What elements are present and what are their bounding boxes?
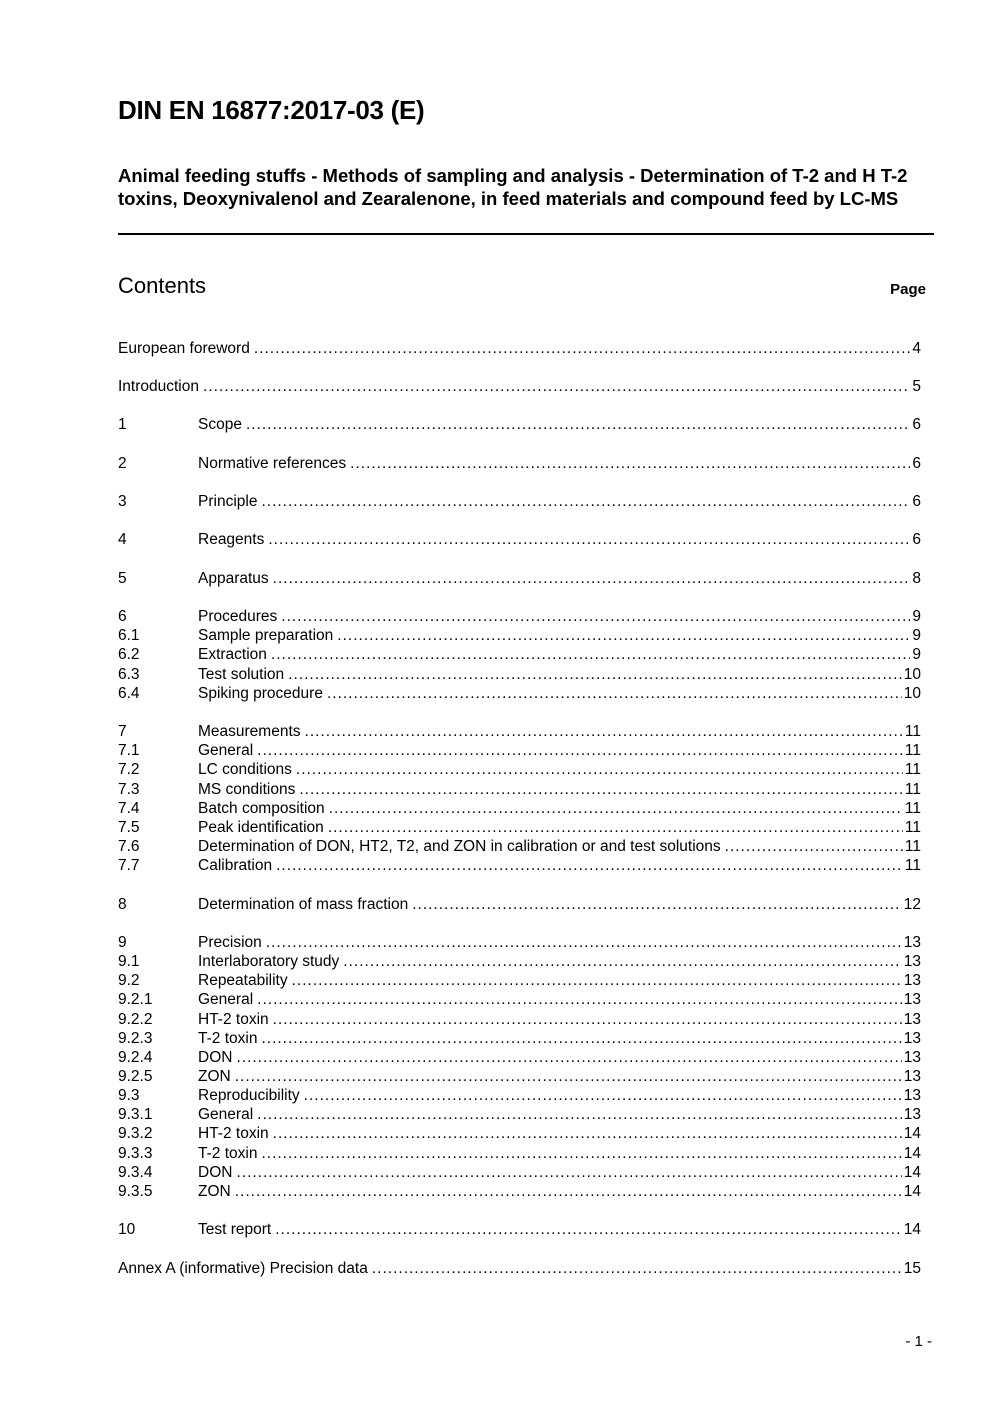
toc-entry-number: 9 <box>118 934 127 951</box>
toc-entry-number: 10 <box>118 1221 136 1238</box>
toc-entry[interactable] <box>118 492 921 511</box>
toc-dot-leader <box>350 454 910 473</box>
toc-entry[interactable] <box>118 1105 921 1124</box>
toc-dot-leader <box>343 952 901 971</box>
toc-dot-leader <box>235 1182 902 1201</box>
toc-entry[interactable] <box>118 626 921 645</box>
toc-entry-label: Test solution <box>198 666 285 683</box>
toc-entry-label: Determination of mass fraction <box>198 896 409 913</box>
toc-entry[interactable] <box>118 1144 921 1163</box>
toc-dot-leader <box>257 990 902 1009</box>
toc-dot-leader <box>203 377 910 396</box>
toc-entry-label: Reproducibility <box>198 1087 300 1104</box>
toc-entry-label: Normative references <box>198 455 347 472</box>
toc-entry-page: 5 <box>912 378 921 395</box>
toc-dot-leader <box>296 760 903 779</box>
toc-entry-label: Test report <box>198 1221 272 1238</box>
toc-entry[interactable] <box>118 760 921 779</box>
toc-entry[interactable] <box>118 607 921 626</box>
toc-entry-label: General <box>198 742 254 759</box>
toc-entry-page: 13 <box>903 1049 921 1066</box>
toc-entry[interactable] <box>118 1010 921 1029</box>
toc-entry-page: 6 <box>912 416 921 433</box>
toc-dot-leader <box>299 780 903 799</box>
toc-entry-label: Calibration <box>198 857 273 874</box>
toc-entry-label: ZON <box>198 1183 231 1200</box>
toc-entry[interactable] <box>118 1029 921 1048</box>
toc-dot-leader <box>266 933 902 952</box>
toc-entry[interactable] <box>118 722 921 741</box>
toc-dot-leader <box>329 799 903 818</box>
toc-dot-leader <box>328 818 903 837</box>
toc-dot-leader <box>412 895 902 914</box>
toc-entry-label: T-2 toxin <box>198 1145 258 1162</box>
toc-entry-number: 9.2.3 <box>118 1030 153 1047</box>
toc-entry-page: 13 <box>903 1068 921 1085</box>
toc-entry-page: 13 <box>903 1087 921 1104</box>
toc-entry-number: 6.2 <box>118 646 140 663</box>
toc-entry[interactable] <box>118 1048 921 1067</box>
toc-entry-label: Precision <box>198 934 262 951</box>
toc-entry-number: 8 <box>118 896 127 913</box>
toc-dot-leader <box>304 1086 902 1105</box>
page-number: - 1 - <box>905 1333 932 1350</box>
toc-dot-leader <box>292 971 902 990</box>
toc-entry-page: 14 <box>903 1145 921 1162</box>
toc-entry-label: General <box>198 991 254 1008</box>
toc-entry-page: 10 <box>903 666 921 683</box>
toc-entry-page: 13 <box>903 1106 921 1123</box>
toc-entry[interactable] <box>118 645 921 664</box>
toc-dot-leader <box>305 722 903 741</box>
toc-entry[interactable] <box>118 990 921 1009</box>
toc-entry-label: Sample preparation <box>198 627 334 644</box>
toc-dot-leader <box>271 645 910 664</box>
toc-entry[interactable] <box>118 780 921 799</box>
toc-entry[interactable] <box>118 933 921 952</box>
toc-entry-label: European foreword <box>118 340 250 357</box>
toc-dot-leader <box>273 1010 902 1029</box>
toc-entry-page: 13 <box>903 1011 921 1028</box>
toc-entry-page: 15 <box>903 1260 921 1277</box>
toc-entry-page: 6 <box>912 493 921 510</box>
toc-entry-label: HT-2 toxin <box>198 1125 269 1142</box>
toc-entry-number: 9.3.3 <box>118 1145 153 1162</box>
toc-dot-leader <box>261 492 910 511</box>
toc-entry-label: ZON <box>198 1068 231 1085</box>
toc-entry-label: Batch composition <box>198 800 325 817</box>
toc-entry-page: 4 <box>912 340 921 357</box>
toc-entry-number: 7.1 <box>118 742 140 759</box>
toc-entry-number: 9.3.4 <box>118 1164 153 1181</box>
toc-dot-leader <box>261 1144 901 1163</box>
toc-entry-number: 9.3.2 <box>118 1125 153 1142</box>
toc-entry[interactable] <box>118 971 921 990</box>
toc-dot-leader <box>261 1029 901 1048</box>
toc-dot-leader <box>236 1163 901 1182</box>
toc-entry-number: 5 <box>118 570 127 587</box>
toc-entry[interactable] <box>118 1182 921 1201</box>
toc-entry[interactable] <box>118 1067 921 1086</box>
toc-entry[interactable] <box>118 1086 921 1105</box>
toc-entry-page: 13 <box>903 934 921 951</box>
toc-entry[interactable] <box>118 895 921 914</box>
toc-dot-leader <box>246 415 910 434</box>
toc-entry-page: 14 <box>903 1164 921 1181</box>
toc-entry[interactable] <box>118 665 921 684</box>
toc-entry-number: 9.2 <box>118 972 140 989</box>
toc-entry-label: Extraction <box>198 646 267 663</box>
toc-entry-label: Reagents <box>198 531 265 548</box>
toc-entry-number: 6.1 <box>118 627 140 644</box>
toc-dot-leader <box>275 1220 902 1239</box>
toc-entry-number: 6.3 <box>118 666 140 683</box>
toc-entry[interactable] <box>118 856 921 875</box>
title-rule <box>118 233 934 235</box>
toc-entry-page: 8 <box>912 570 921 587</box>
toc-entry-label: Spiking procedure <box>198 685 323 702</box>
toc-entry[interactable] <box>118 818 921 837</box>
toc-entry-label: Introduction <box>118 378 199 395</box>
toc-entry-number: 9.1 <box>118 953 140 970</box>
toc-entry-label: Apparatus <box>198 570 269 587</box>
toc-entry[interactable] <box>118 1259 921 1278</box>
toc-entry-page: 13 <box>903 991 921 1008</box>
toc-dot-leader <box>268 530 910 549</box>
toc-entry-label: LC conditions <box>198 761 292 778</box>
toc-entry-page: 13 <box>903 953 921 970</box>
toc-entry-page: 9 <box>912 646 921 663</box>
toc-entry-number: 6 <box>118 608 127 625</box>
toc-dot-leader <box>281 607 910 626</box>
toc-entry[interactable] <box>118 454 921 473</box>
toc-entry-page: 6 <box>912 455 921 472</box>
toc-entry-number: 3 <box>118 493 127 510</box>
toc-entry-page: 9 <box>912 627 921 644</box>
toc-entry-page: 14 <box>903 1221 921 1238</box>
toc-dot-leader <box>273 569 911 588</box>
toc-dot-leader <box>372 1259 902 1278</box>
toc-dot-leader <box>257 1105 902 1124</box>
toc-entry-page: 11 <box>904 761 921 778</box>
toc-entry-number: 7.6 <box>118 838 140 855</box>
toc-entry-label: Measurements <box>198 723 301 740</box>
toc-dot-leader <box>236 1048 901 1067</box>
toc-dot-leader <box>257 741 903 760</box>
toc-entry-page: 11 <box>904 800 921 817</box>
toc-entry-number: 9.2.1 <box>118 991 153 1008</box>
toc-entry[interactable] <box>118 952 921 971</box>
toc-entry[interactable] <box>118 415 921 434</box>
toc-entry-label: DON <box>198 1049 233 1066</box>
toc-entry-number: 9.3.1 <box>118 1106 153 1123</box>
toc-entry-page: 6 <box>912 531 921 548</box>
toc-entry[interactable] <box>118 1163 921 1182</box>
toc-entry-page: 10 <box>903 685 921 702</box>
toc-entry-page: 9 <box>912 608 921 625</box>
document-title: Animal feeding stuffs - Methods of sampling and analysis - Determination of T-2 and H T-2 toxins, Deoxynivalenol and Zearalenone, in feed materials and compound feed by LC-MS <box>118 165 908 209</box>
toc-entry-label: Procedures <box>198 608 278 625</box>
toc-entry-page: 14 <box>903 1183 921 1200</box>
toc-entry-page: 11 <box>904 742 921 759</box>
toc-entry-label: Scope <box>198 416 242 433</box>
toc-dot-leader <box>327 684 902 703</box>
toc-entry[interactable] <box>118 837 921 856</box>
toc-entry-page: 11 <box>904 819 921 836</box>
toc-dot-leader <box>337 626 910 645</box>
toc-entry[interactable] <box>118 1124 921 1143</box>
toc-entry[interactable] <box>118 684 921 703</box>
toc-entry-number: 9.3 <box>118 1087 140 1104</box>
toc-entry-label: T-2 toxin <box>198 1030 258 1047</box>
toc-entry-page: 12 <box>903 896 921 913</box>
toc-entry-number: 9.2.5 <box>118 1068 153 1085</box>
toc-entry[interactable] <box>118 741 921 760</box>
toc-entry-page: 11 <box>904 857 921 874</box>
toc-entry[interactable] <box>118 339 921 358</box>
toc-entry-page: 11 <box>904 723 921 740</box>
standard-identifier: DIN EN 16877:2017-03 (E) <box>118 95 425 125</box>
toc-entry-page: 13 <box>903 1030 921 1047</box>
toc-entry-label: DON <box>198 1164 233 1181</box>
toc-entry-number: 7.5 <box>118 819 140 836</box>
toc-entry-number: 7.2 <box>118 761 140 778</box>
toc-entry-number: 7 <box>118 723 127 740</box>
toc-entry-number: 4 <box>118 531 127 548</box>
contents-heading: Contents <box>118 273 207 298</box>
toc-entry-number: 7.4 <box>118 800 140 817</box>
toc-entry[interactable] <box>118 569 921 588</box>
toc-entry-label: Determination of DON, HT2, T2, and ZON in calibration or and test solutions <box>198 838 721 855</box>
toc-entry-label: Peak identification <box>198 819 324 836</box>
toc-entry-number: 9.2.4 <box>118 1049 153 1066</box>
toc-entry-number: 9.3.5 <box>118 1183 153 1200</box>
toc-entry-label: General <box>198 1106 254 1123</box>
toc-entry-page: 14 <box>903 1125 921 1142</box>
toc-entry-page: 11 <box>904 838 921 855</box>
toc-entry-label: Interlaboratory study <box>198 953 340 970</box>
toc-entry-number: 9.2.2 <box>118 1011 153 1028</box>
toc-entry-number: 6.4 <box>118 685 140 702</box>
toc-dot-leader <box>273 1124 902 1143</box>
toc-dot-leader <box>276 856 903 875</box>
toc-entry-label: Annex A (informative) Precision data <box>118 1260 368 1277</box>
toc-dot-leader <box>235 1067 902 1086</box>
toc-entry-label: HT-2 toxin <box>198 1011 269 1028</box>
page-column-label: Page <box>890 281 926 298</box>
toc-entry-number: 1 <box>118 416 127 433</box>
toc-dot-leader <box>725 837 903 856</box>
toc-entry-label: MS conditions <box>198 781 296 798</box>
toc-entry[interactable] <box>118 377 921 396</box>
toc-entry[interactable] <box>118 1220 921 1239</box>
toc-entry-number: 7.7 <box>118 857 140 874</box>
toc-entry[interactable] <box>118 799 921 818</box>
toc-entry-number: 7.3 <box>118 781 140 798</box>
toc-entry-page: 11 <box>904 781 921 798</box>
toc-entry-page: 13 <box>903 972 921 989</box>
toc-dot-leader <box>254 339 911 358</box>
toc-entry-label: Principle <box>198 493 258 510</box>
toc-entry-label: Repeatability <box>198 972 288 989</box>
toc-dot-leader <box>288 665 902 684</box>
toc-entry[interactable] <box>118 530 921 549</box>
toc-entry-number: 2 <box>118 455 127 472</box>
